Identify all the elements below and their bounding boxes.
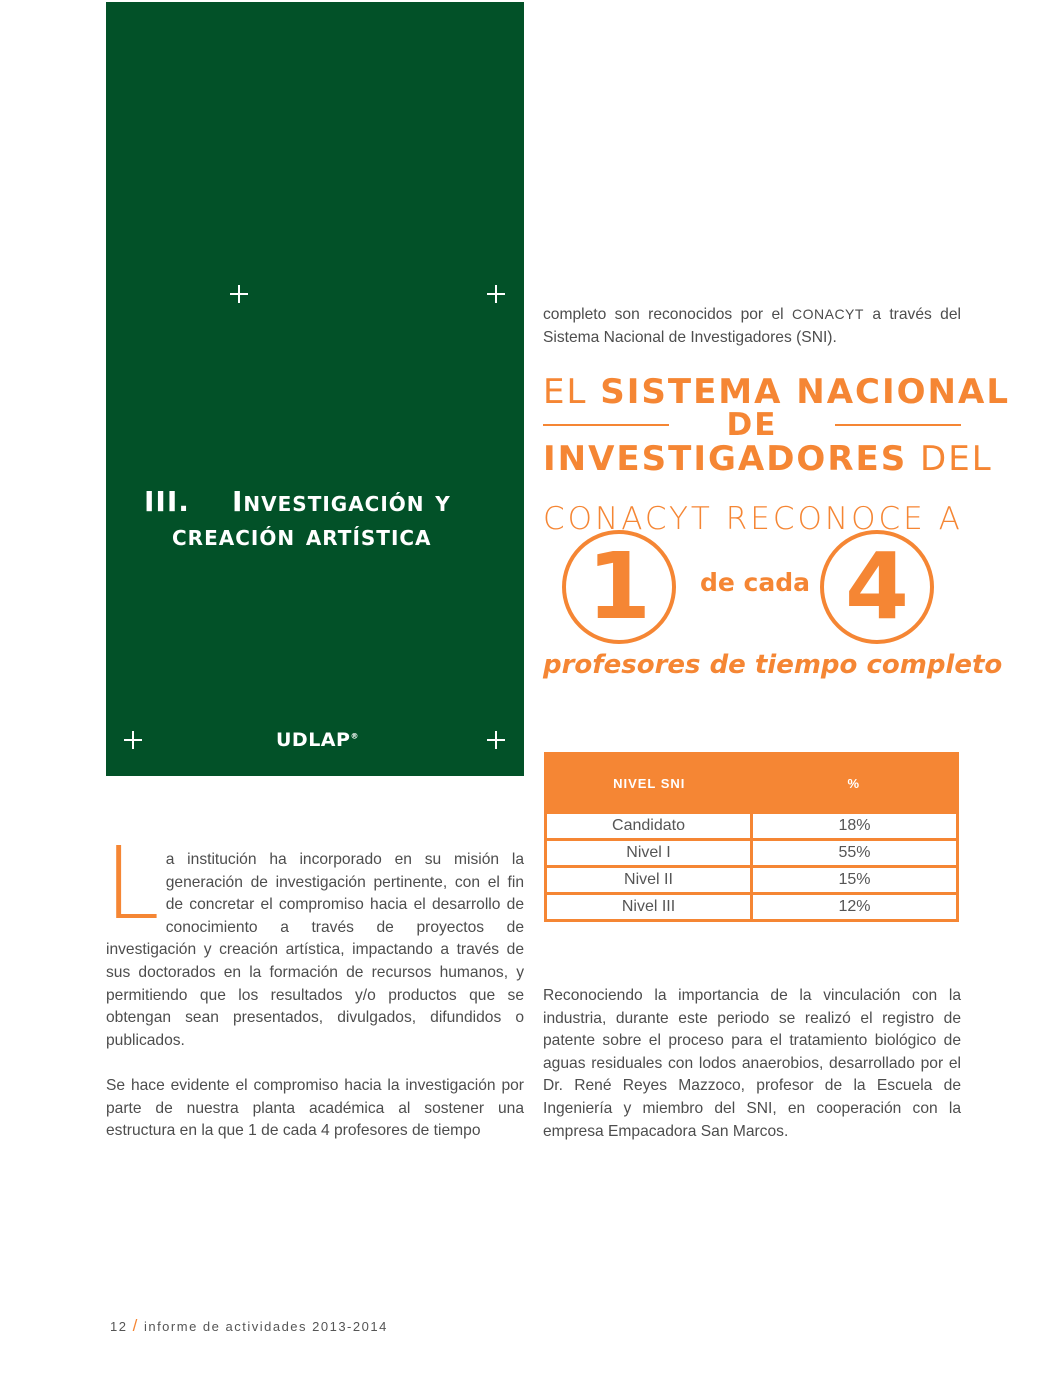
table-row: Nivel II 15%: [546, 867, 958, 894]
table-row: Nivel I 55%: [546, 840, 958, 867]
commitment-paragraph: Se hace evidente el compromiso hacia la investigación por parte de nuestra planta académica al sostener una estructura en la que 1 de cada 4 profesores de tiempo: [106, 1077, 524, 1140]
udlap-logo: UDLAP®: [276, 729, 359, 751]
sni-headline: EL SISTEMA NACIONAL DE INVESTIGADORES DEL CONACYT RECONOCE A: [543, 372, 1010, 537]
number-four-circle: 4: [820, 530, 934, 644]
crop-mark-icon: [124, 731, 142, 749]
sni-levels-table: [544, 752, 959, 922]
page-footer: 12 / informe de actividades 2013-2014: [110, 1316, 388, 1335]
profesores-label: profesores de tiempo completo: [543, 650, 1003, 680]
table-header: NIVEL SNI: [546, 754, 752, 813]
report-title: informe de actividades 2013-2014: [143, 1319, 388, 1334]
intro-paragraph: La institución ha incorporado en su misión la generación de investigación pertinente, con el fin de concretar el compromiso hacia el desarrollo de conocimiento a través de proyectos de investigación y creación artística, impactando a través de sus doctorados en la formación de recursos humanos, y permitiendo que los resultados y/o productos que se obtengan sean presentados, divulgados, difundidos o publicados.: [104, 825, 524, 1049]
crop-mark-icon: [487, 285, 505, 303]
chapter-title-line2: creación artística: [172, 519, 432, 552]
chapter-title-line1: Investigación y: [232, 485, 451, 518]
patent-paragraph: Reconociendo la importancia de la vinculación con la industria, durante este periodo se realizó el registro de patente sobre el proceso para el tratamiento biológico de aguas residuales con lodos anaerobios, desarrollado por el Dr. René Reyes Mazzoco, profesor de la Escuela de Ingeniería y miembro del SNI, en cooperación con la empresa Empacadora San Marcos.: [543, 987, 961, 1140]
intro-continuation-paragraph: completo son reconocidos por el CONACYT a través del Sistema Nacional de Investigadores (SNI).: [543, 306, 961, 346]
page-number: 12: [110, 1319, 128, 1334]
table-row: Candidato 18%: [546, 813, 958, 840]
de-cada-label: de cada: [700, 568, 811, 597]
chapter-number: III.: [144, 485, 190, 518]
number-one-circle: 1: [562, 530, 676, 644]
chapter-cover-panel: [106, 2, 524, 776]
table-header: %: [752, 754, 958, 813]
crop-mark-icon: [487, 731, 505, 749]
drop-cap: L: [104, 825, 160, 942]
table-row: Nivel III 12%: [546, 894, 958, 921]
conacyt-acronym: CONACYT: [792, 306, 864, 322]
crop-mark-icon: [230, 285, 248, 303]
